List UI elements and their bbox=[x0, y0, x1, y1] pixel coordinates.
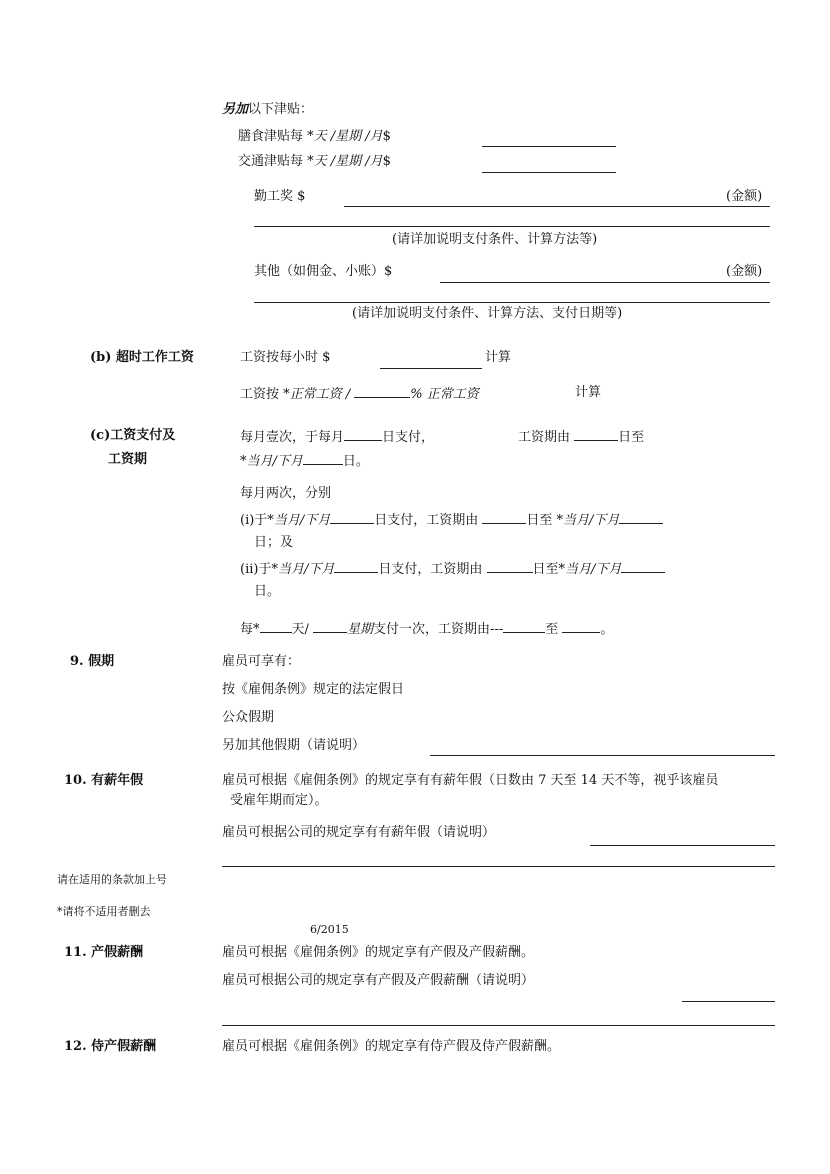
other-blank[interactable] bbox=[440, 282, 770, 283]
text: *正常工资 / bbox=[283, 387, 355, 402]
blank[interactable] bbox=[303, 452, 343, 465]
transport-currency: $ bbox=[382, 154, 391, 169]
annual-leave-line: 雇员可根据公司的规定享有有薪年假（请说明） bbox=[222, 825, 496, 840]
other-amount-label: (金额) bbox=[726, 264, 763, 279]
attendance-label: 勤工奖 $ bbox=[254, 189, 306, 204]
meal-allowance bbox=[238, 129, 391, 145]
transport-label: 交通津贴每 bbox=[238, 154, 308, 169]
text: (ii)于* bbox=[240, 562, 278, 577]
overtime-line2-end: 计算 bbox=[575, 385, 602, 400]
text: *当月/下月 bbox=[240, 454, 303, 469]
transport-blank[interactable] bbox=[482, 172, 616, 173]
other-label: 其他（如佣金、小账）$ bbox=[254, 264, 393, 279]
text: 当月/下月 bbox=[273, 513, 331, 528]
option-ii-end: 日。 bbox=[254, 584, 281, 599]
footnote-delete: *请将不适用者删去 bbox=[57, 905, 151, 918]
blank[interactable] bbox=[344, 428, 382, 441]
text: 支付一次，工资期由--- bbox=[373, 622, 504, 637]
annual-leave-detail-blank[interactable] bbox=[222, 866, 775, 867]
percent-blank[interactable] bbox=[354, 385, 410, 398]
blank[interactable] bbox=[313, 620, 347, 633]
allowance-intro bbox=[222, 102, 313, 118]
footnote-tick: 请在适用的条款加上号 bbox=[57, 873, 167, 886]
monthly-once bbox=[240, 428, 434, 446]
overtime-heading: (b) 超时工作工资 bbox=[90, 350, 194, 365]
text: % 正常工资 bbox=[410, 387, 479, 402]
blank[interactable] bbox=[334, 560, 378, 573]
monthly-period-end bbox=[240, 452, 369, 470]
text: 至 bbox=[545, 622, 563, 637]
meal-unit: *天 /星期 /月 bbox=[307, 129, 383, 144]
monthly-period bbox=[518, 428, 644, 446]
intro-bold: 另加 bbox=[222, 102, 249, 117]
periodic-payment bbox=[240, 620, 613, 638]
overtime-line1: 工资按每小时 $ bbox=[240, 350, 331, 365]
meal-blank[interactable] bbox=[482, 146, 616, 147]
amount-label: (金额) bbox=[726, 189, 763, 204]
maternity-detail-blank[interactable] bbox=[222, 1025, 775, 1026]
text: 日支付， bbox=[382, 430, 435, 445]
blank[interactable] bbox=[621, 560, 665, 573]
attendance-note: (请详加说明支付条件、计算方法等) bbox=[392, 232, 598, 247]
text: 当月/下月 bbox=[562, 513, 620, 528]
blank[interactable] bbox=[562, 620, 600, 633]
other-holidays-blank[interactable] bbox=[430, 755, 775, 756]
text: 每月壹次，于每月 bbox=[240, 430, 345, 445]
blank[interactable] bbox=[487, 560, 533, 573]
holiday-item: 另加其他假期（请说明） bbox=[222, 738, 366, 753]
option-ii bbox=[240, 560, 665, 578]
attendance-blank[interactable] bbox=[344, 206, 770, 207]
transport-unit: *天 /星期 /月 bbox=[307, 154, 383, 169]
text: 日至* bbox=[532, 562, 566, 577]
text: 日至 bbox=[618, 430, 645, 445]
attendance-detail-blank[interactable] bbox=[254, 226, 770, 227]
other-detail-blank[interactable] bbox=[254, 302, 770, 303]
text: 日至 * bbox=[526, 513, 563, 528]
meal-currency: $ bbox=[382, 129, 391, 144]
text: (i)于* bbox=[240, 513, 274, 528]
text: 当月/下月 bbox=[565, 562, 622, 577]
annual-leave-blank[interactable] bbox=[590, 845, 775, 846]
annual-leave-line: 雇员可根据《雇佣条例》的规定享有有薪年假（日数由 7 天至 14 天不等，视乎该雇员 bbox=[222, 773, 719, 788]
text: 日支付，工资期由 bbox=[374, 513, 483, 528]
maternity-blank[interactable] bbox=[682, 1001, 775, 1002]
holiday-item: 雇员可享有： bbox=[222, 654, 301, 669]
holiday-item: 公众假期 bbox=[222, 710, 275, 725]
twice-monthly: 每月两次，分别 bbox=[240, 486, 332, 501]
option-i bbox=[240, 511, 663, 529]
holiday-item: 按《雇佣条例》规定的法定假日 bbox=[222, 682, 405, 697]
annual-leave-line: 受雇年期而定）。 bbox=[230, 793, 328, 808]
blank[interactable] bbox=[482, 511, 526, 524]
annual-leave-heading: 10. 有薪年假 bbox=[64, 773, 144, 788]
overtime-line2 bbox=[240, 385, 479, 403]
option-i-end: 日；及 bbox=[254, 535, 294, 550]
blank[interactable] bbox=[503, 620, 545, 633]
text: 星期 bbox=[347, 622, 374, 637]
text: 日支付，工资期由 bbox=[378, 562, 487, 577]
text: 天/ bbox=[291, 622, 314, 637]
text: 每* bbox=[240, 622, 260, 637]
text: 。 bbox=[600, 622, 614, 637]
blank[interactable] bbox=[260, 620, 292, 633]
holidays-heading: 9. 假期 bbox=[70, 654, 115, 669]
paternity-line: 雇员可根据《雇佣条例》的规定享有侍产假及侍产假薪酬。 bbox=[222, 1039, 561, 1054]
page-date: 6/2015 bbox=[310, 923, 349, 936]
maternity-line: 雇员可根据公司的规定享有产假及产假薪酬（请说明） bbox=[222, 973, 535, 988]
overtime-rate-blank[interactable] bbox=[380, 368, 482, 369]
intro-text: 以下津贴： bbox=[248, 102, 314, 117]
paternity-heading: 12. 侍产假薪酬 bbox=[64, 1039, 157, 1054]
meal-label: 膳食津贴每 bbox=[238, 129, 308, 144]
blank[interactable] bbox=[574, 428, 618, 441]
payment-heading-2: 工资期 bbox=[108, 452, 148, 467]
text: 日。 bbox=[342, 454, 369, 469]
text: 工资期由 bbox=[518, 430, 575, 445]
text: 工资按 bbox=[240, 387, 284, 402]
maternity-line: 雇员可根据《雇佣条例》的规定享有产假及产假薪酬。 bbox=[222, 945, 535, 960]
text: 当月/下月 bbox=[277, 562, 335, 577]
blank[interactable] bbox=[330, 511, 374, 524]
blank[interactable] bbox=[619, 511, 663, 524]
maternity-heading: 11. 产假薪酬 bbox=[64, 945, 144, 960]
payment-heading: (c)工资支付及 bbox=[90, 428, 176, 443]
transport-allowance bbox=[238, 154, 391, 170]
overtime-line1-end: 计算 bbox=[485, 350, 512, 365]
other-note: (请详加说明支付条件、计算方法、支付日期等) bbox=[352, 306, 623, 321]
